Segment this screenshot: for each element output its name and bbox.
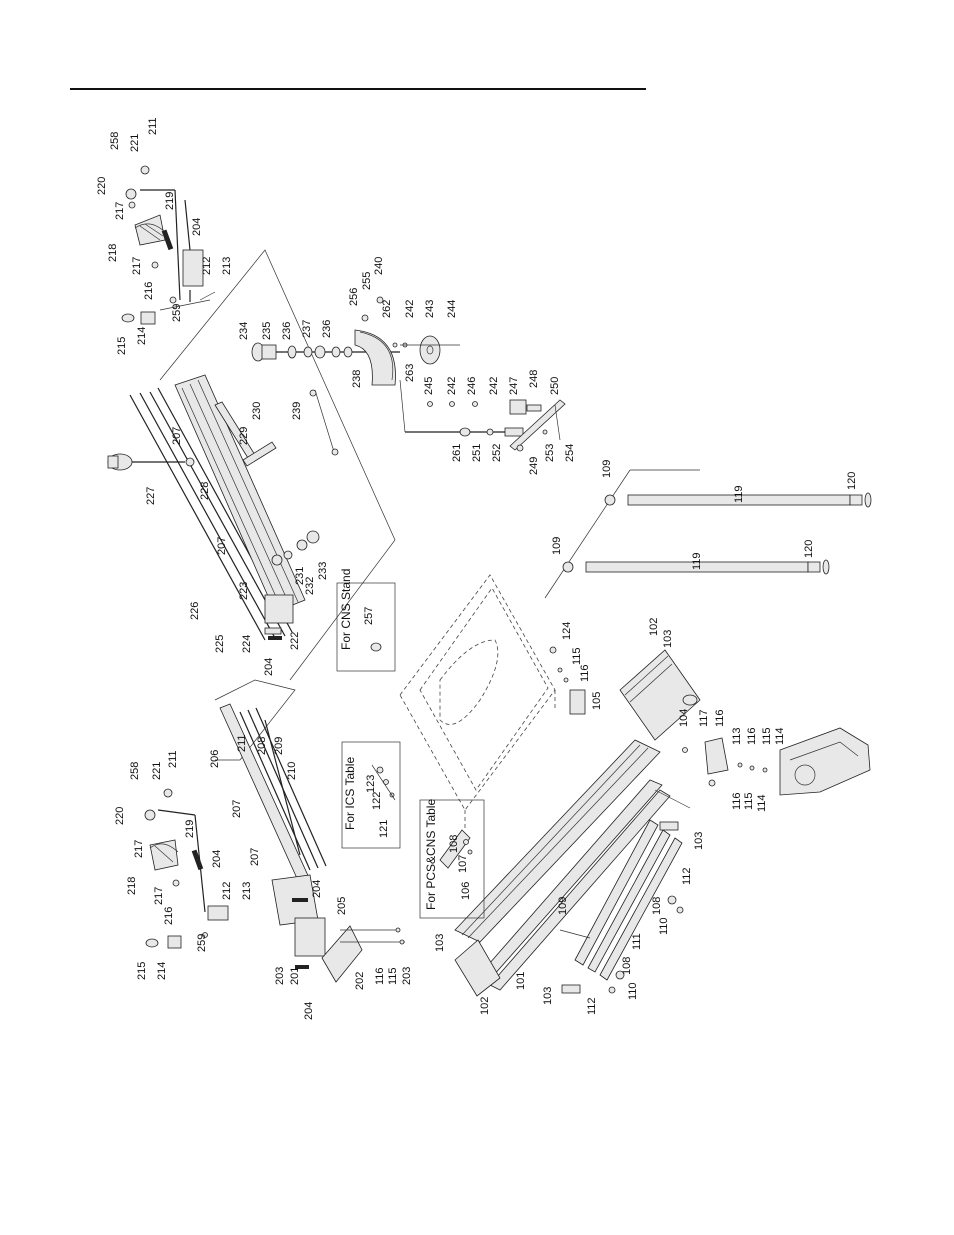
part-label: 245 — [423, 376, 435, 395]
part-label: 231 — [294, 566, 306, 585]
part-label: 232 — [304, 576, 316, 595]
part-label: 103 — [434, 933, 446, 952]
part-label: 222 — [289, 631, 301, 650]
part-label: 103 — [693, 831, 705, 850]
part-label: 204 — [263, 657, 275, 676]
part-label: 221 — [151, 761, 163, 780]
part-label: 257 — [363, 606, 375, 625]
part-label: 240 — [373, 256, 385, 275]
part-label: 115 — [743, 792, 755, 810]
part-label: 105 — [591, 691, 603, 710]
part-label: 110 — [658, 917, 670, 935]
part-label: 112 — [586, 997, 598, 1015]
part-label: 116 — [746, 727, 758, 745]
part-label: 229 — [238, 426, 250, 445]
part-label: 236 — [281, 321, 293, 340]
part-label: 203 — [274, 966, 286, 985]
part-label: 212 — [221, 881, 233, 900]
part-label: 226 — [189, 601, 201, 620]
part-label: 228 — [199, 481, 211, 500]
caption-ics-table: For ICS Table — [343, 756, 357, 830]
part-label: 206 — [209, 749, 221, 768]
part-label: 207 — [249, 847, 261, 866]
part-label: 246 — [466, 376, 478, 395]
part-label: 216 — [143, 281, 155, 300]
part-label: 211 — [167, 750, 179, 768]
part-label: 115 — [387, 967, 399, 985]
part-label: 122 — [371, 791, 383, 810]
part-label: 204 — [311, 879, 323, 898]
part-label: 115 — [761, 727, 773, 745]
part-label: 116 — [374, 967, 386, 985]
part-label: 258 — [109, 131, 121, 150]
table-outline — [400, 575, 555, 830]
part-label: 243 — [424, 299, 436, 318]
part-label: 109 — [601, 459, 613, 478]
part-label: 204 — [303, 1001, 315, 1020]
part-label: 111 — [631, 933, 643, 950]
part-label: 112 — [681, 867, 693, 885]
part-label: 242 — [446, 376, 458, 395]
part-label: 204 — [191, 217, 203, 236]
part-label: 213 — [241, 881, 253, 900]
part-label: 242 — [404, 299, 416, 318]
part-label: 108 — [651, 896, 663, 915]
caption-pcs-cns-table: For PCS&CNS Table — [424, 798, 438, 910]
part-label: 218 — [107, 243, 119, 262]
legs — [545, 470, 871, 598]
part-label: 107 — [457, 854, 469, 873]
part-label: 207 — [216, 536, 228, 555]
part-label: 219 — [184, 819, 196, 838]
part-label: 214 — [156, 961, 168, 980]
part-label: 262 — [381, 299, 393, 318]
part-label: 123 — [365, 774, 377, 793]
part-label: 109 — [557, 896, 569, 915]
part-label: 114 — [774, 727, 786, 745]
part-label: 230 — [251, 401, 263, 420]
part-label: 238 — [351, 369, 363, 388]
part-label: 104 — [678, 708, 690, 727]
part-label: 115 — [571, 647, 583, 665]
part-label: 234 — [238, 321, 250, 340]
part-label: 119 — [733, 485, 745, 503]
part-label: 117 — [698, 709, 710, 727]
part-label: 220 — [96, 176, 108, 195]
part-label: 108 — [621, 956, 633, 975]
part-label: 124 — [561, 621, 573, 640]
part-label: 214 — [136, 326, 148, 345]
part-label: 208 — [256, 736, 268, 755]
part-label: 113 — [731, 727, 743, 745]
part-label: 244 — [446, 299, 458, 318]
rail-assembly — [342, 647, 870, 996]
part-label: 209 — [273, 736, 285, 755]
part-label: 253 — [544, 443, 556, 462]
part-label: 207 — [231, 799, 243, 818]
part-label: 103 — [662, 629, 674, 648]
part-label: 252 — [491, 443, 503, 462]
part-label: 202 — [354, 971, 366, 990]
part-label: 259 — [196, 933, 208, 952]
part-label: 119 — [691, 552, 703, 570]
part-label: 116 — [714, 709, 726, 727]
part-label: 237 — [301, 319, 313, 338]
part-label: 263 — [404, 363, 416, 382]
part-label: 205 — [336, 896, 348, 915]
part-label: 116 — [579, 664, 591, 682]
part-label: 217 — [133, 839, 145, 858]
part-label: 217 — [131, 256, 143, 275]
part-label: 201 — [289, 966, 301, 985]
part-label: 221 — [129, 133, 141, 152]
part-label: 248 — [528, 369, 540, 388]
part-label: 256 — [348, 287, 360, 306]
part-label: 120 — [846, 471, 858, 490]
part-label: 212 — [201, 256, 213, 275]
part-label: 108 — [448, 834, 460, 853]
part-label: 109 — [551, 536, 563, 555]
part-label: 250 — [549, 376, 561, 395]
part-label: 242 — [488, 376, 500, 395]
part-label: 235 — [261, 321, 273, 340]
part-label: 255 — [361, 271, 373, 290]
part-label: 217 — [114, 201, 126, 220]
part-label: 259 — [171, 303, 183, 322]
part-label: 247 — [508, 376, 520, 395]
part-label: 106 — [460, 881, 472, 900]
part-label: 215 — [136, 961, 148, 980]
part-label: 218 — [126, 876, 138, 895]
part-label: 103 — [542, 986, 554, 1005]
part-label: 223 — [238, 581, 250, 600]
part-label: 261 — [451, 443, 463, 462]
part-label: 116 — [731, 792, 743, 810]
part-label: 249 — [528, 456, 540, 475]
part-label: 204 — [211, 849, 223, 868]
part-label: 121 — [378, 819, 390, 838]
part-label: 258 — [129, 761, 141, 780]
part-label: 227 — [145, 486, 157, 505]
part-label: 114 — [756, 794, 768, 812]
part-label: 102 — [648, 617, 660, 636]
part-label: 254 — [564, 443, 576, 462]
part-label: 120 — [803, 539, 815, 558]
part-label: 219 — [164, 191, 176, 210]
part-label: 213 — [221, 256, 233, 275]
part-label: 211 — [147, 117, 159, 135]
caption-cns-stand: For CNS Stand — [339, 568, 353, 650]
part-label: 217 — [153, 886, 165, 905]
part-label: 215 — [116, 336, 128, 355]
part-label: 207 — [171, 426, 183, 445]
part-label: 225 — [214, 634, 226, 653]
part-label: 102 — [479, 996, 491, 1015]
part-label: 101 — [515, 971, 527, 990]
part-label: 203 — [401, 966, 413, 985]
part-label: 224 — [241, 634, 253, 653]
part-label: 236 — [321, 319, 333, 338]
part-label: 210 — [286, 761, 298, 780]
part-label: 233 — [317, 561, 329, 580]
part-label: 220 — [114, 806, 126, 825]
part-label: 110 — [627, 982, 639, 1000]
part-label: 216 — [163, 906, 175, 925]
part-label: 211 — [236, 734, 248, 752]
part-label: 239 — [291, 401, 303, 420]
part-label: 251 — [471, 443, 483, 462]
